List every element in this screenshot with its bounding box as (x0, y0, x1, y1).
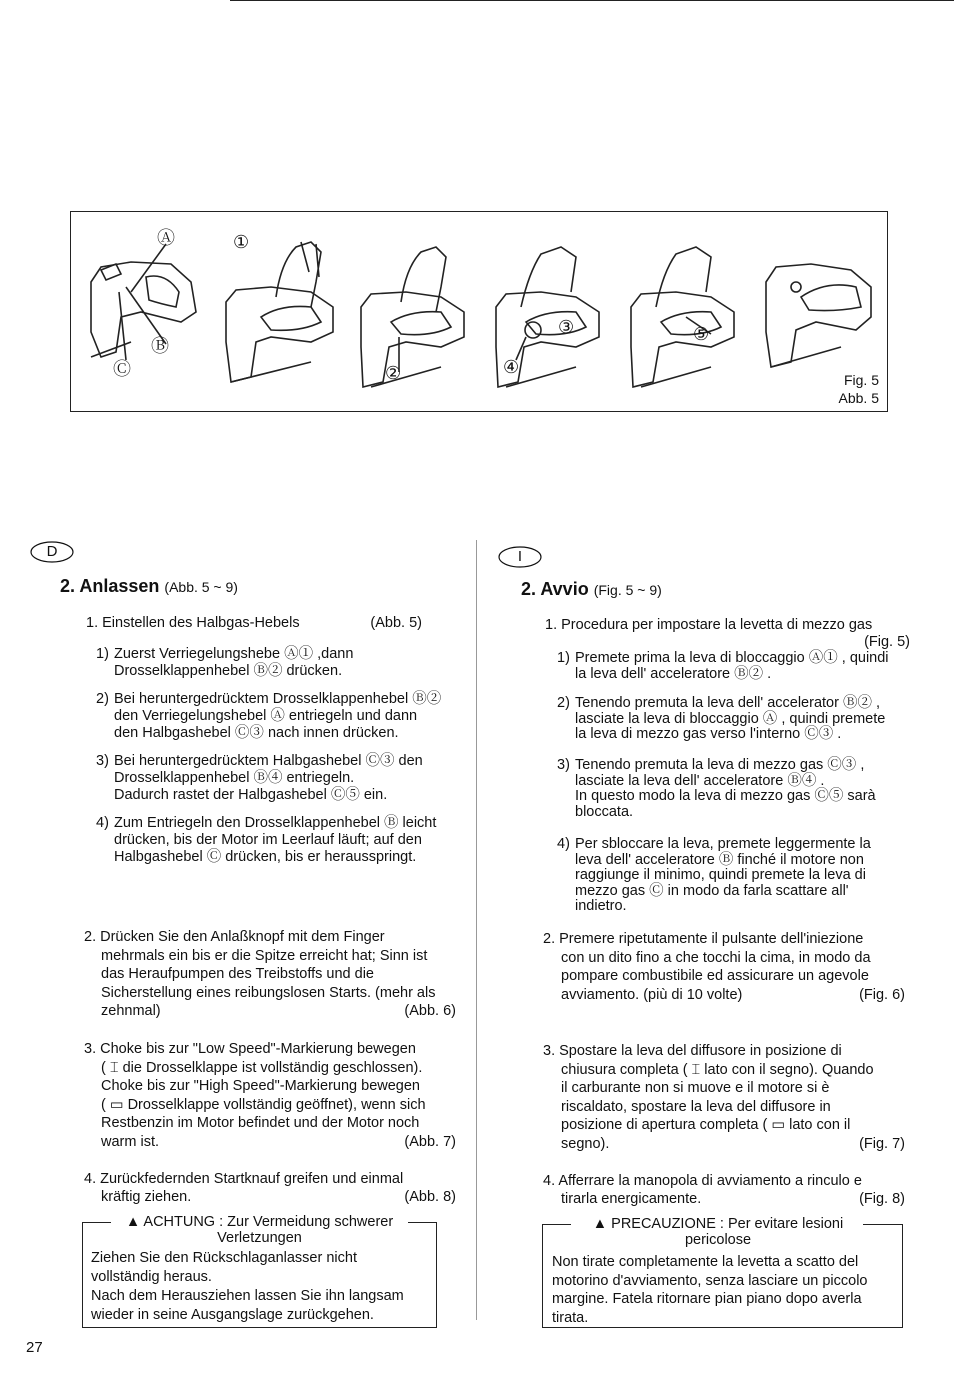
label-1: ① (233, 232, 250, 253)
de-step1-title-row (86, 615, 422, 632)
label-B: Ⓑ (151, 336, 169, 357)
de-step4-ref: (Abb. 8) (404, 1189, 456, 1205)
it-warning-body (552, 1253, 902, 1327)
hand-4 (521, 247, 576, 307)
it-sub-3-num: 3) (557, 757, 570, 773)
it-step3-ref: (Fig. 7) (859, 1135, 905, 1152)
it-sub-2 (557, 696, 937, 743)
it-sub-4-line: Per sbloccare la leva, premete leggermente la (575, 836, 871, 852)
de-sub-4-num: 4) (96, 815, 109, 831)
de-step4-line: kräftig ziehen. (101, 1189, 192, 1205)
it-sub-4 (557, 837, 937, 915)
de-step1-ref: (Abb. 5) (370, 615, 422, 631)
label-2: ② (385, 363, 402, 384)
it-sub-1-line: la leva dell' acceleratore Ⓑ② . (575, 665, 772, 682)
label-A: Ⓐ (157, 228, 175, 249)
de-sub-2-line: den Verriegelungshebel Ⓐ entriegeln und dann (114, 708, 418, 724)
figure-5-illustration (71, 212, 889, 413)
it-sub-3-line: In questo modo la leva di mezzo gas Ⓒ⑤ sarà (575, 788, 876, 804)
heading-de-title: 2. Anlassen (60, 576, 160, 596)
figure-5-box (70, 211, 888, 412)
de-step3-line: ( ▭ Drosselklappe vollständig geöffnet), wenn sich (101, 1096, 426, 1113)
it-step4 (543, 1172, 905, 1208)
it-sub-1-num: 1) (557, 650, 570, 666)
top-rule (230, 0, 954, 1)
it-sub-4-line: raggiunge il minimo, quindi premete la leva di (575, 867, 866, 883)
it-sub-1-line: Premete prima la leva di bloccaggio Ⓐ① , quindi (575, 650, 889, 666)
it-warning-line: motorino d'avviamento, senza lasciare un piccolo (552, 1272, 868, 1289)
de-warning-title-line2: Verletzungen (217, 1230, 302, 1246)
it-step1-ref: (Fig. 5) (864, 634, 910, 650)
de-step2-ref: (Abb. 6) (404, 1003, 456, 1019)
it-sub-4-line: mezzo gas Ⓒ in modo da farla scattare all' (575, 882, 849, 899)
de-sub-1-line: Drosselklappenhebel Ⓑ② drücken. (114, 663, 343, 679)
it-sub-3 (557, 758, 937, 820)
it-step3-line: il carburante non si muove e il motore si è (561, 1080, 830, 1096)
lang-label-de: D (46, 543, 58, 560)
finger-3 (401, 247, 446, 312)
heading-it-ref: (Fig. 5 ~ 9) (593, 582, 662, 598)
it-step3-line: chiusura completa ( ⌶ lato con il segno). Quando (561, 1061, 874, 1078)
it-sub-2-line: Tenendo premuta la leva dell' accelerator Ⓑ② , (575, 695, 881, 711)
label-C: Ⓒ (113, 359, 131, 380)
de-step4-line: 4. Zurückfedernden Startknauf greifen und einmal (84, 1171, 404, 1187)
de-warning-title (113, 1214, 406, 1246)
it-step1-title: 1. Procedura per impostare la levetta di mezzo gas (545, 617, 873, 633)
it-step3-line: segno). (561, 1135, 610, 1152)
it-step2-line: con un dito fino a che tocchi la cima, in modo da (561, 949, 871, 966)
de-sub-2-num: 2) (96, 691, 109, 707)
page-number: 27 (26, 1339, 43, 1356)
tool-outline-5 (631, 292, 734, 387)
de-sub-4 (96, 815, 476, 866)
de-warning-box (82, 1214, 437, 1328)
it-sub-4-line: leva dell' acceleratore Ⓑ finché il motore non (575, 851, 864, 868)
it-step3-line: 3. Spostare la leva del diffusore in posizione di (543, 1043, 842, 1059)
de-step2 (84, 928, 456, 1021)
de-step2-line: das Heraufpumpen des Treibstoffs und die (101, 966, 374, 982)
figure-caption (839, 371, 879, 407)
de-sub-4-line: drücken, bis der Motor im Leerlauf läuft; auf den (114, 832, 422, 848)
tool-outline-6 (766, 264, 871, 367)
label-5: ⑤ (693, 324, 710, 345)
heading-it-title: 2. Avvio (521, 579, 589, 599)
de-sub-2-line: Bei heruntergedrücktem Drosselklappenhebel Ⓑ② (114, 691, 442, 707)
de-sub-3 (96, 753, 476, 804)
it-sub-4-line: indietro. (575, 898, 627, 914)
it-sub-4-num: 4) (557, 836, 570, 852)
label-4: ④ (503, 357, 520, 378)
de-step3 (84, 1040, 456, 1151)
it-sub-3-line: Tenendo premuta la leva di mezzo gas Ⓒ③ , (575, 757, 865, 773)
heading-de (60, 576, 238, 597)
it-warning-title (573, 1216, 863, 1248)
it-warning-line: Non tirate completamente la levetta a scatto del (552, 1254, 859, 1270)
de-warning-title-line1: ▲ ACHTUNG : Zur Vermeidung schwerer (125, 1214, 394, 1230)
it-sub-2-line: lasciate la leva di bloccaggio Ⓐ , quindi premete (575, 710, 886, 727)
de-sub-1 (96, 646, 476, 680)
tool-outline-3 (361, 292, 464, 387)
de-warning-line: Ziehen Sie den Rückschlaganlasser nicht (91, 1250, 357, 1266)
de-sub-1-num: 1) (96, 646, 109, 662)
de-sub-1-line: Zuerst Verriegelungshebe Ⓐ① ,dann (114, 646, 354, 662)
de-sub-2-line: den Halbgashebel Ⓒ③ nach innen drücken. (114, 725, 399, 741)
it-step2-line: 2. Premere ripetutamente il pulsante dell'iniezione (543, 931, 864, 947)
de-sub-2 (96, 691, 476, 742)
it-warning-title-line1: ▲ PRECAUZIONE : Per evitare lesioni (592, 1216, 844, 1232)
de-step3-line: Choke bis zur "High Speed"-Markierung bewegen (101, 1078, 420, 1094)
de-step3-line: ( ⌶ die Drosselklappe ist vollständig geschlossen). (101, 1059, 423, 1076)
it-sub-3-line: lasciate la leva dell' acceleratore Ⓑ④ . (575, 772, 825, 789)
de-sub-3-num: 3) (96, 753, 109, 769)
de-step3-line: Restbenzin im Motor befindet und der Motor noch (101, 1115, 420, 1131)
de-warning-line: wieder in seine Ausgangslage zurückgehen. (91, 1307, 374, 1323)
de-step2-line: mehrmals ein bis er die Spitze erreicht hat; Sinn ist (101, 947, 428, 964)
it-step4-ref: (Fig. 8) (859, 1191, 905, 1207)
de-step2-line: 2. Drücken Sie den Anlaßknopf mit dem Finger (84, 929, 385, 945)
de-warning-body (91, 1249, 436, 1325)
it-step3 (543, 1042, 905, 1153)
it-step2-line: avviamento. (più di 10 volte) (561, 986, 743, 1003)
column-divider (476, 540, 477, 1320)
de-warning-line: vollständig heraus. (91, 1269, 212, 1285)
it-sub-2-num: 2) (557, 695, 570, 711)
it-warning-line: tirata. (552, 1309, 589, 1326)
de-step3-line: warm ist. (101, 1133, 159, 1150)
de-sub-4-line: Zum Entriegeln den Drosselklappenhebel Ⓑ leicht (114, 815, 437, 831)
it-warning-line: margine. Fatela ritornare pian piano dopo averla (552, 1291, 862, 1307)
it-step4-line: tirarla energicamente. (561, 1191, 702, 1207)
de-sub-3-line: Bei heruntergedrücktem Halbgashebel Ⓒ③ den (114, 753, 423, 769)
de-step3-line: 3. Choke bis zur "Low Speed"-Markierung bewegen (84, 1041, 416, 1057)
heading-de-ref: (Abb. 5 ~ 9) (164, 579, 238, 595)
lang-label-it: I (517, 548, 523, 565)
it-sub-1 (557, 651, 937, 682)
de-sub-3-line: Drosselklappenhebel Ⓑ④ entriegeln. (114, 770, 355, 786)
de-sub-4-line: Halbgashebel Ⓒ drücken, bis er herausspringt. (114, 849, 417, 865)
it-step2 (543, 930, 905, 1004)
figure-caption-de: Abb. 5 (838, 390, 879, 406)
label-3: ③ (558, 317, 575, 338)
figure-caption-it: Fig. 5 (843, 372, 879, 388)
de-warning-line: Nach dem Herausziehen lassen Sie ihn langsam (91, 1288, 404, 1304)
hand-5 (656, 247, 711, 307)
tool-handle-1 (146, 276, 179, 307)
it-warning-title-line2: pericolose (684, 1232, 752, 1248)
de-sub-3-line: Dadurch rastet der Halbgashebel Ⓒ⑤ ein. (114, 787, 388, 803)
it-warning-box (542, 1216, 903, 1328)
lang-badge-it (498, 546, 542, 568)
it-sub-2-line: la leva di mezzo gas verso l'interno Ⓒ③ . (575, 726, 842, 742)
it-step3-line: riscaldato, spostare la leva del diffusore in (561, 1098, 831, 1115)
de-step2-line: Sicherstellung eines reibungslosen Starts. (mehr als (101, 984, 436, 1001)
it-step4-line: 4. Afferrare la manopola di avviamento a rinculo e (543, 1173, 862, 1189)
de-step2-line: zehnmal) (101, 1003, 161, 1019)
tool-outline-2 (226, 287, 333, 382)
lang-badge-de (30, 541, 74, 563)
de-step1-title: 1. Einstellen des Halbgas-Hebels (86, 615, 300, 631)
de-step3-ref: (Abb. 7) (404, 1133, 456, 1150)
it-step1-title-row (545, 617, 910, 651)
it-sub-3-line: bloccata. (575, 803, 634, 820)
heading-it (521, 579, 662, 600)
finger-2 (276, 242, 321, 307)
it-step2-line: pompare combustibile ed assicurare un agevole (561, 968, 869, 984)
tool-outline-1 (91, 262, 196, 357)
it-step2-ref: (Fig. 6) (859, 986, 905, 1003)
de-step4 (84, 1170, 456, 1206)
it-step3-line: posizione di apertura completa ( ▭ lato con il (561, 1117, 851, 1133)
